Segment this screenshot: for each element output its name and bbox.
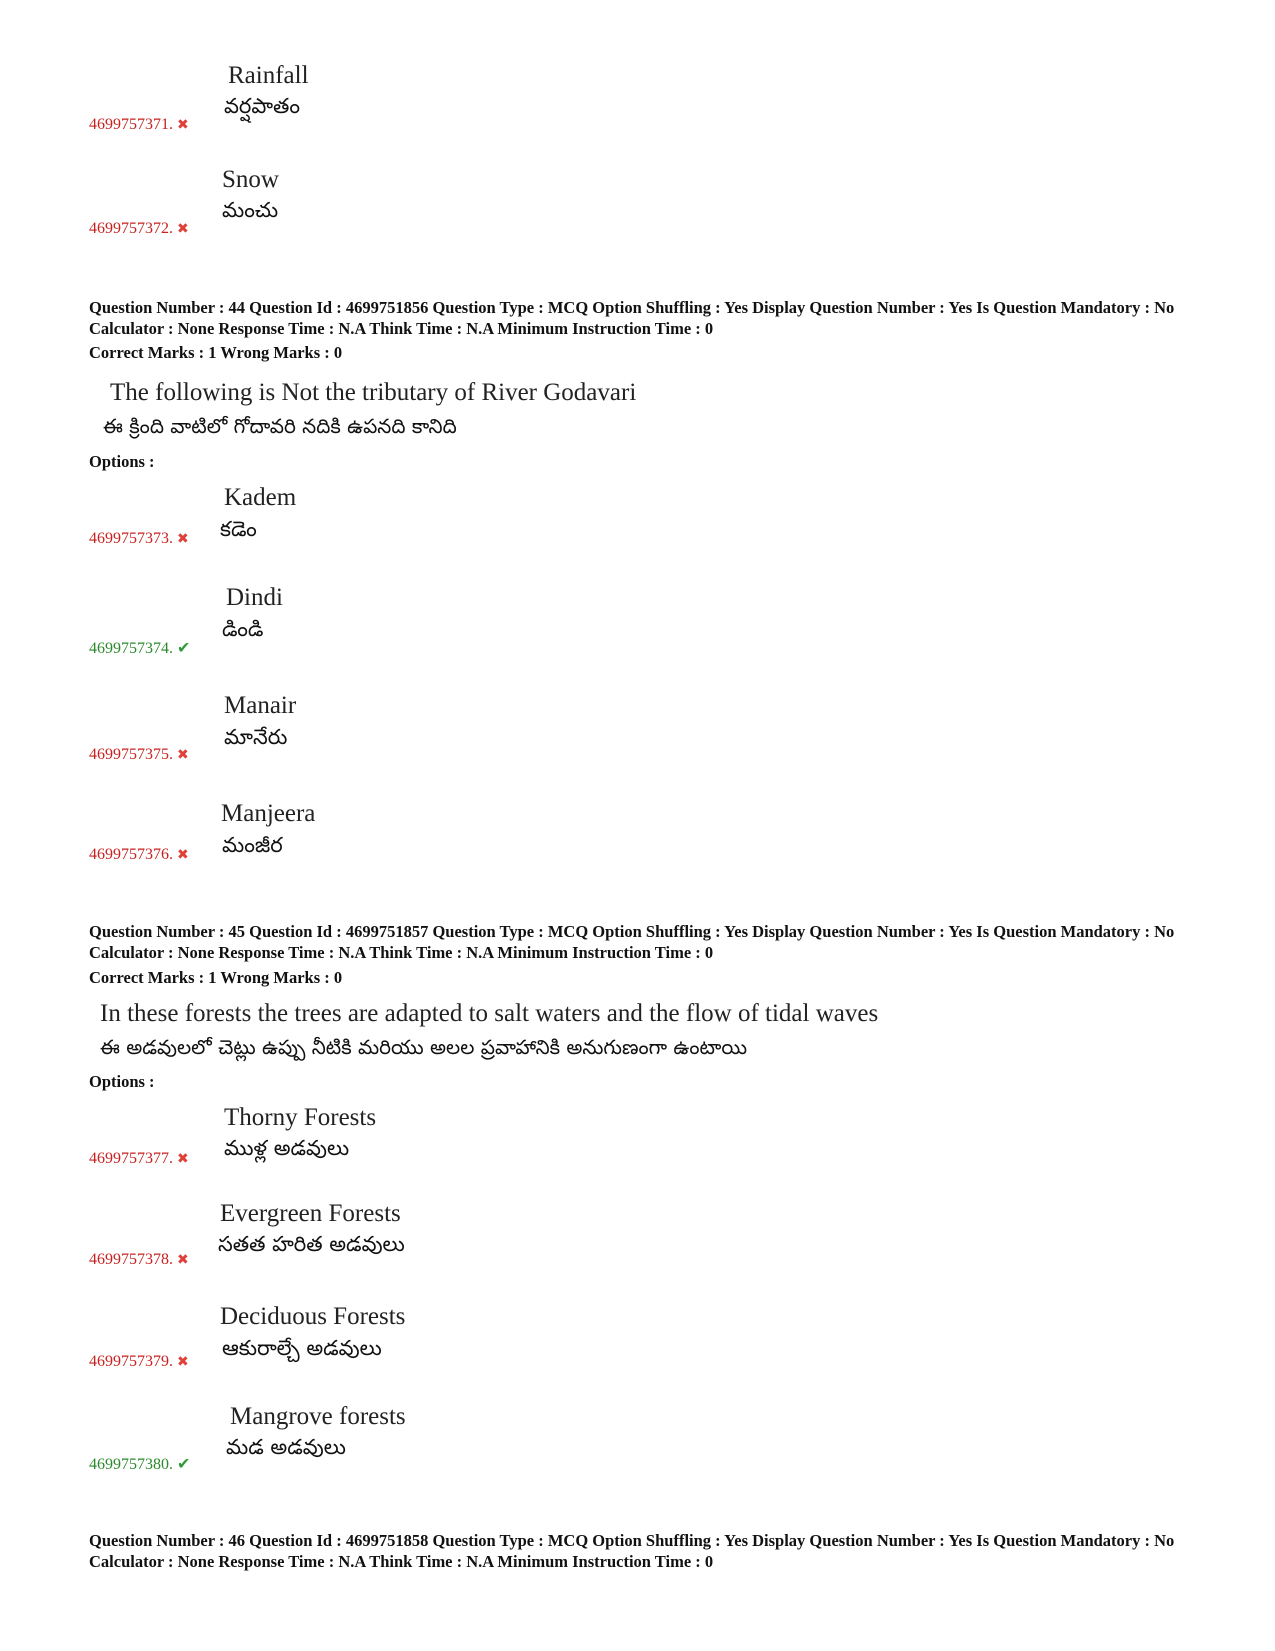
option-english-text: Manair: [224, 692, 297, 719]
option-id-text: 4699757376.: [89, 846, 173, 863]
option-telugu-text: డిండి: [222, 617, 264, 641]
question-english-text: The following is Not the tributary of River Godavari: [110, 379, 637, 406]
option-english-text: Rainfall: [228, 62, 309, 89]
cross-mark-icon: ✖: [177, 1152, 189, 1167]
question-telugu-text: ఈ క్రింది వాటిలో గోదావరి నదికి ఉపనది కానిది: [103, 414, 457, 438]
option-id: [89, 1150, 189, 1168]
question-marks: Correct Marks : 1 Wrong Marks : 0: [89, 968, 343, 987]
option-id-text: 4699757374.: [89, 640, 173, 657]
option-telugu-text: మానేరు: [224, 725, 288, 749]
option-id: [89, 220, 189, 238]
option-id-text: 4699757371.: [89, 116, 173, 133]
question-marks: Correct Marks : 1 Wrong Marks : 0: [89, 343, 343, 362]
option-telugu-text: కడెం: [220, 517, 257, 541]
option-id: [89, 1454, 190, 1474]
option-telugu-text: మడ అడవులు: [226, 1435, 346, 1459]
cross-mark-icon: ✖: [177, 1253, 189, 1268]
check-mark-icon: ✔: [177, 640, 191, 657]
option-english-text: Deciduous Forests: [220, 1303, 406, 1330]
options-label: Options :: [89, 1072, 155, 1091]
option-english-text: Evergreen Forests: [220, 1200, 401, 1227]
question-telugu-text: ఈ అడవులలో చెట్లు ఉప్పు నీటికి మరియు అలల ప్రవాహానికి అనుగుణంగా ఉంటాయి: [100, 1035, 748, 1059]
check-mark-icon: ✔: [177, 1456, 191, 1473]
option-english-text: Thorny Forests: [224, 1104, 377, 1131]
option-id: [89, 530, 189, 548]
cross-mark-icon: ✖: [177, 1355, 189, 1370]
option-id: [89, 846, 189, 864]
cross-mark-icon: ✖: [177, 848, 189, 863]
cross-mark-icon: ✖: [177, 748, 189, 763]
option-id-text: 4699757377.: [89, 1150, 173, 1167]
question-meta: Question Number : 45 Question Id : 4699751857 Question Type : MCQ Option Shuffling : Yes Display Question Number : Yes Is Question Mandatory : No Calculator : None Response Time : N.A Think Time : N.A Minimum Instruction Time : 0: [89, 922, 1175, 962]
option-english-text: Manjeera: [221, 800, 316, 827]
option-id: [89, 746, 189, 764]
option-id: [89, 1353, 189, 1371]
option-id-text: 4699757378.: [89, 1251, 173, 1268]
cross-mark-icon: ✖: [177, 222, 189, 237]
option-telugu-text: వర్షపాతం: [224, 94, 301, 118]
question-english-text: In these forests the trees are adapted to salt waters and the flow of tidal waves: [100, 1000, 879, 1027]
option-telugu-text: ముళ్ల అడవులు: [224, 1136, 350, 1160]
option-english-text: Snow: [222, 166, 279, 193]
option-telugu-text: ఆకురాల్చే అడవులు: [222, 1336, 382, 1360]
option-id-text: 4699757375.: [89, 746, 173, 763]
option-telugu-text: సతత హరిత అడవులు: [218, 1232, 405, 1256]
question-meta: Question Number : 44 Question Id : 4699751856 Question Type : MCQ Option Shuffling : Yes Display Question Number : Yes Is Question Mandatory : No Calculator : None Response Time : N.A Think Time : N.A Minimum Instruction Time : 0: [89, 298, 1175, 338]
option-id: [89, 116, 189, 134]
option-id-text: 4699757372.: [89, 220, 173, 237]
cross-mark-icon: ✖: [177, 118, 189, 133]
option-english-text: Kadem: [224, 484, 297, 511]
option-english-text: Dindi: [226, 584, 283, 611]
option-id-text: 4699757380.: [89, 1456, 173, 1473]
cross-mark-icon: ✖: [177, 532, 189, 547]
option-id: [89, 638, 190, 658]
options-label: Options :: [89, 452, 155, 471]
option-id-text: 4699757379.: [89, 1353, 173, 1370]
option-telugu-text: మంజీర: [222, 833, 283, 857]
question-meta: Question Number : 46 Question Id : 4699751858 Question Type : MCQ Option Shuffling : Yes Display Question Number : Yes Is Question Mandatory : No Calculator : None Response Time : N.A Think Time : N.A Minimum Instruction Time : 0: [89, 1531, 1175, 1571]
option-id-text: 4699757373.: [89, 530, 173, 547]
option-english-text: Mangrove forests: [230, 1403, 406, 1430]
option-id: [89, 1251, 189, 1269]
option-telugu-text: మంచు: [222, 198, 279, 222]
